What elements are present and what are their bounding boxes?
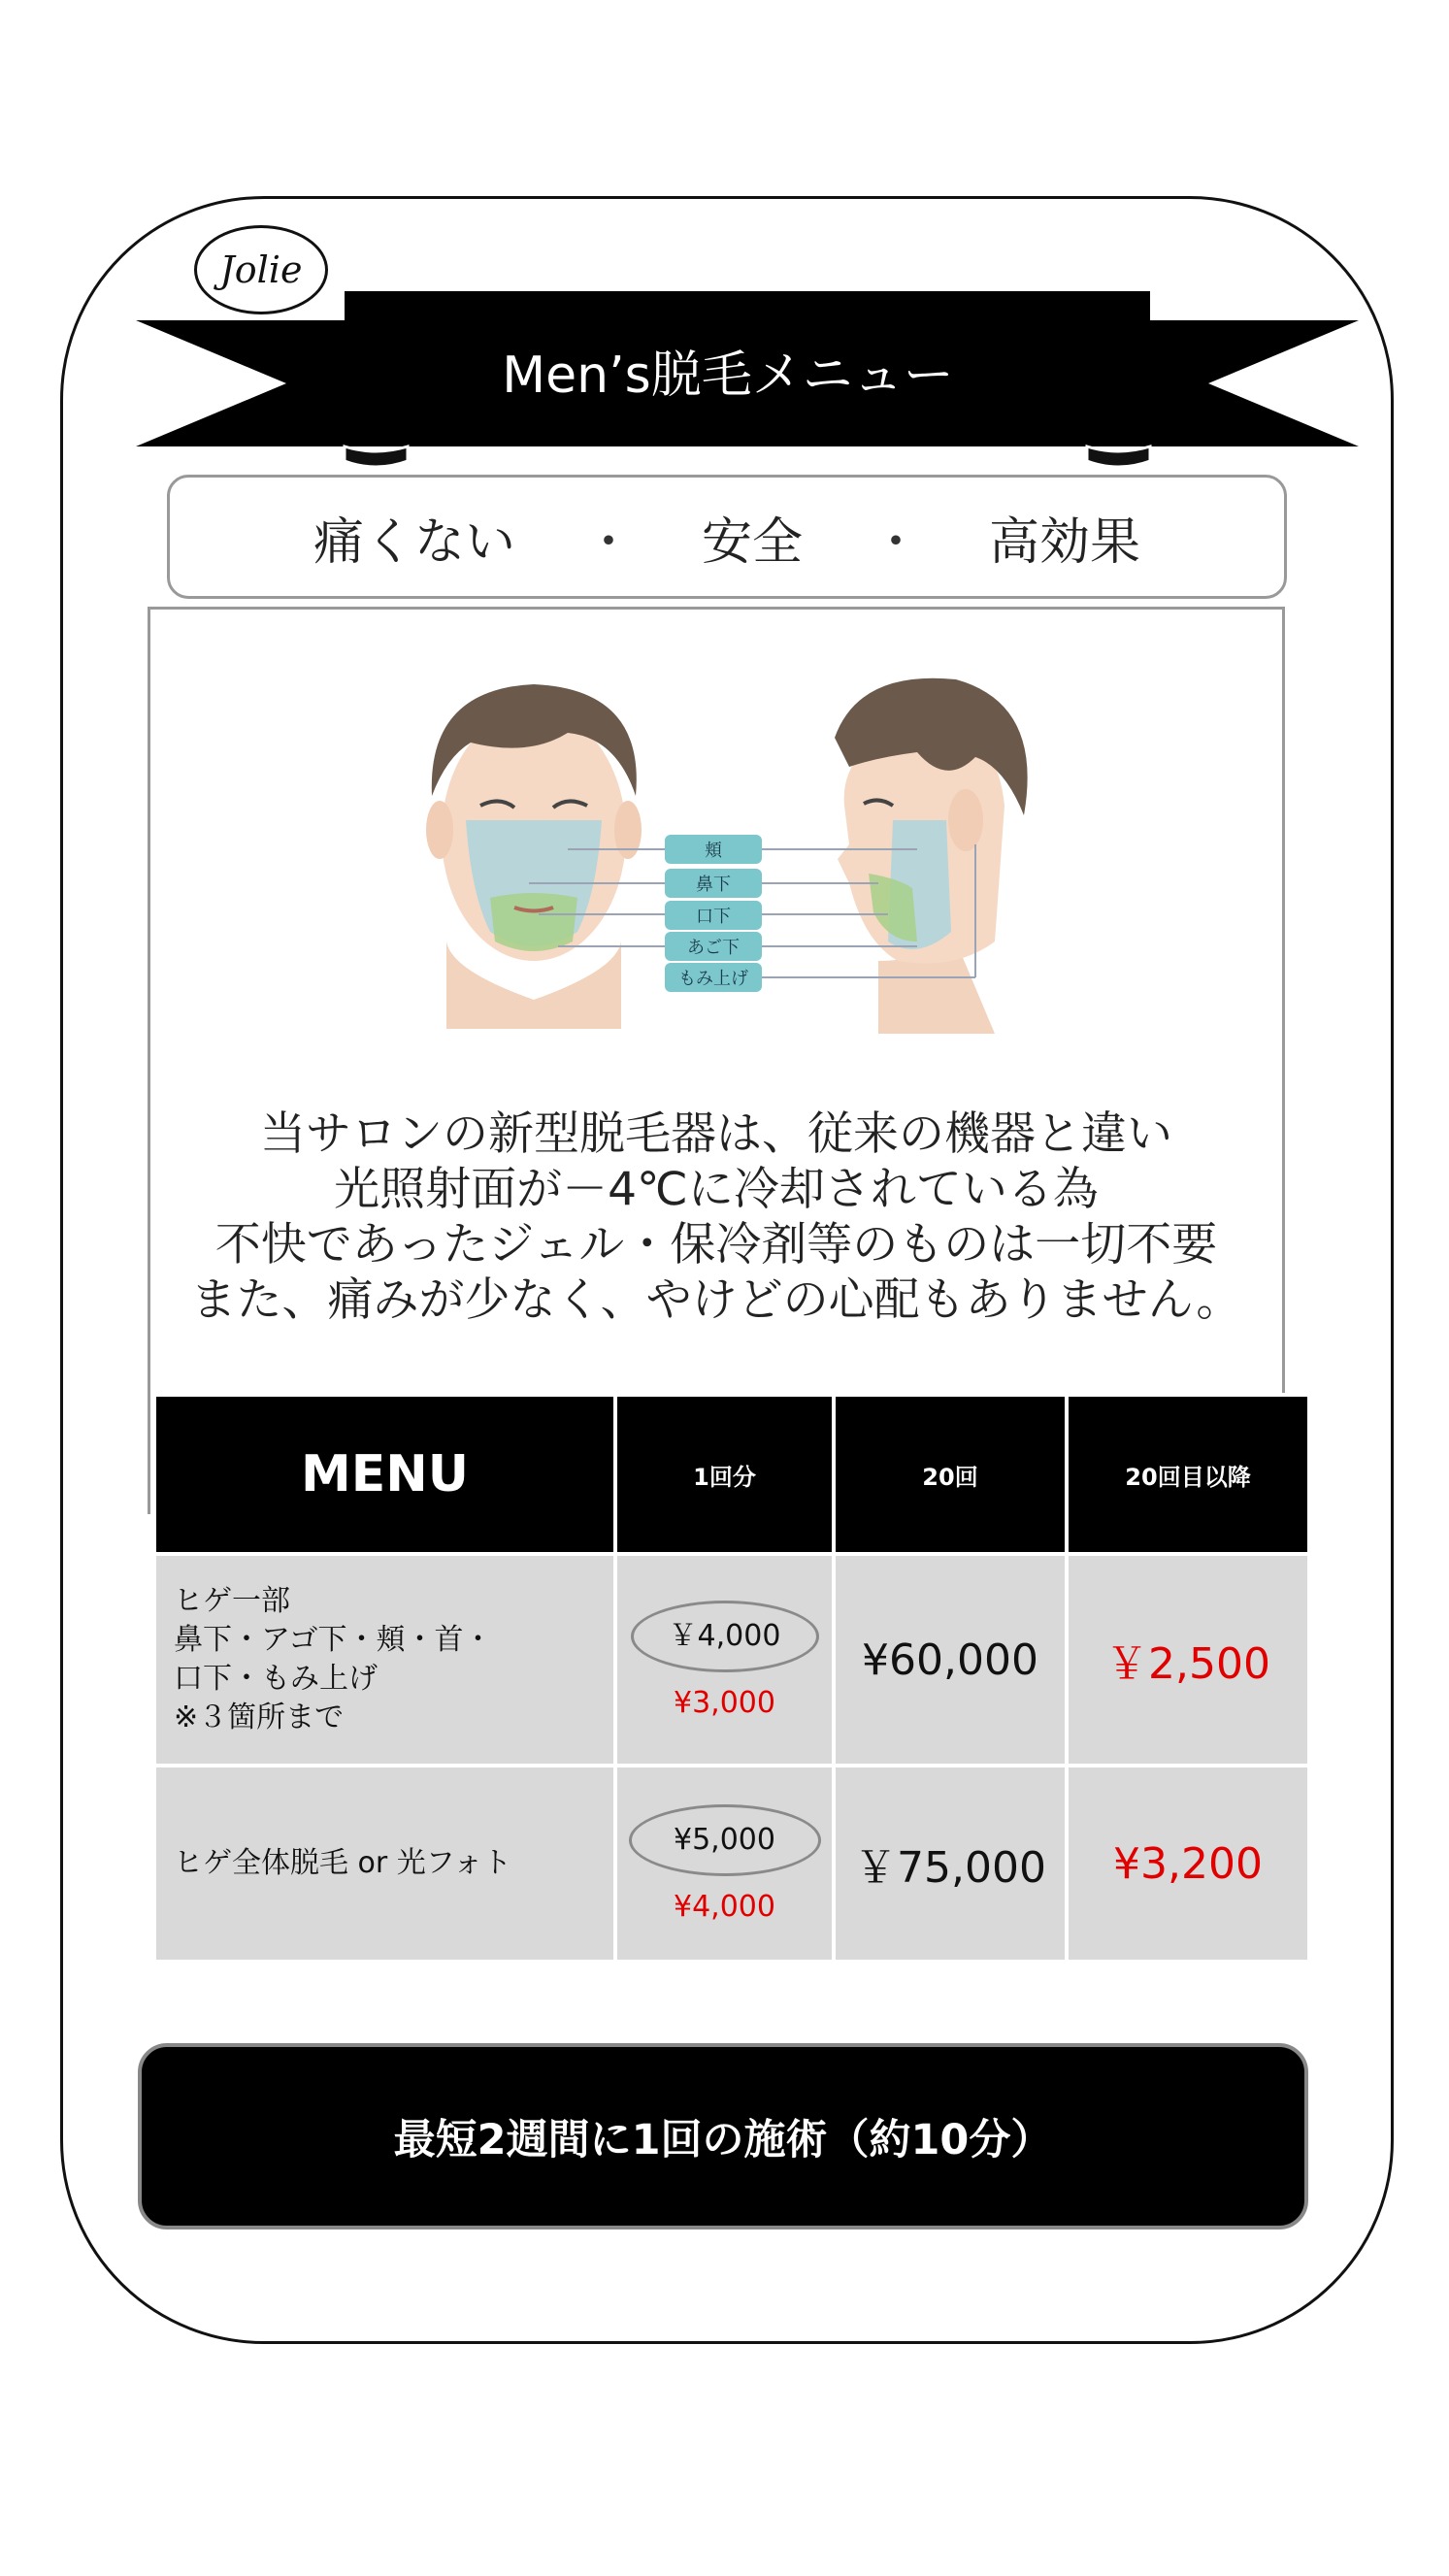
regular-price-oval: ￥4,000 xyxy=(631,1601,819,1672)
treatment-interval-banner xyxy=(138,2043,1308,2229)
row-twenty-price: ¥60,000 xyxy=(834,1554,1067,1766)
banner-title: Men’s脱毛メニュー xyxy=(502,347,954,405)
tagline-box xyxy=(167,475,1287,599)
description-text xyxy=(148,1106,1285,1328)
row-after-twenty-price: ￥2,500 xyxy=(1067,1554,1309,1766)
area-label-under-nose: 鼻下 xyxy=(696,875,731,895)
row-single-price xyxy=(615,1554,834,1766)
row-twenty-price: ￥75,000 xyxy=(834,1766,1067,1962)
table-row xyxy=(154,1766,1309,1962)
description-line: また、痛みが少なく、やけどの心配もありません。 xyxy=(190,1273,1242,1327)
area-label-sideburns: もみ上げ xyxy=(678,969,748,989)
side-face-figure xyxy=(835,678,1028,1034)
header-twenty: 20回 xyxy=(834,1395,1067,1554)
footer-text: 最短2週間に1回の施術（約10分） xyxy=(393,2115,1053,2164)
logo-text: Jolie xyxy=(219,248,303,291)
row-name-line: ※３箇所まで xyxy=(174,1701,345,1734)
price-table xyxy=(152,1393,1311,1964)
tagline-item-safe: 安全 xyxy=(701,512,803,572)
row-name-line: ヒゲ一部 xyxy=(174,1584,290,1618)
header-menu: MENU xyxy=(154,1395,615,1554)
row-after-twenty-price: ¥3,200 xyxy=(1067,1766,1309,1962)
header-single: 1回分 xyxy=(615,1395,834,1554)
row-single-price xyxy=(615,1766,834,1962)
row-name-line: 鼻下・アゴ下・頬・首・ xyxy=(174,1623,493,1657)
tagline-item-painless: 痛くない xyxy=(313,512,515,572)
description-line: 光照射面が－4℃に冷却されている為 xyxy=(334,1163,1099,1216)
row-name-line: ヒゲ全体脱毛 or 光フォト xyxy=(174,1846,512,1880)
sale-price: ¥4,000 xyxy=(674,1889,775,1924)
row-name xyxy=(154,1554,615,1766)
front-face-figure xyxy=(426,684,642,1029)
table-row xyxy=(154,1554,1309,1766)
face-area-illustration xyxy=(374,650,1082,1034)
description-line: 当サロンの新型脱毛器は、従来の機器と違い xyxy=(260,1107,1172,1161)
header-after-twenty: 20回目以降 xyxy=(1067,1395,1309,1554)
tagline-separator: ・ xyxy=(871,512,922,572)
table-header-row xyxy=(154,1395,1309,1554)
description-line: 不快であったジェル・保冷剤等のものは一切不要 xyxy=(214,1218,1218,1271)
area-label-cheek: 頬 xyxy=(705,841,722,861)
row-name-line: 口下・もみ上げ xyxy=(174,1662,378,1696)
tagline-item-effective: 高効果 xyxy=(989,512,1141,572)
area-label-under-chin: あご下 xyxy=(687,938,740,958)
tagline-separator: ・ xyxy=(582,512,634,572)
sale-price: ¥3,000 xyxy=(674,1685,775,1720)
area-label-under-mouth: 口下 xyxy=(696,907,731,927)
regular-price-oval: ¥5,000 xyxy=(629,1804,821,1876)
row-name xyxy=(154,1766,615,1962)
